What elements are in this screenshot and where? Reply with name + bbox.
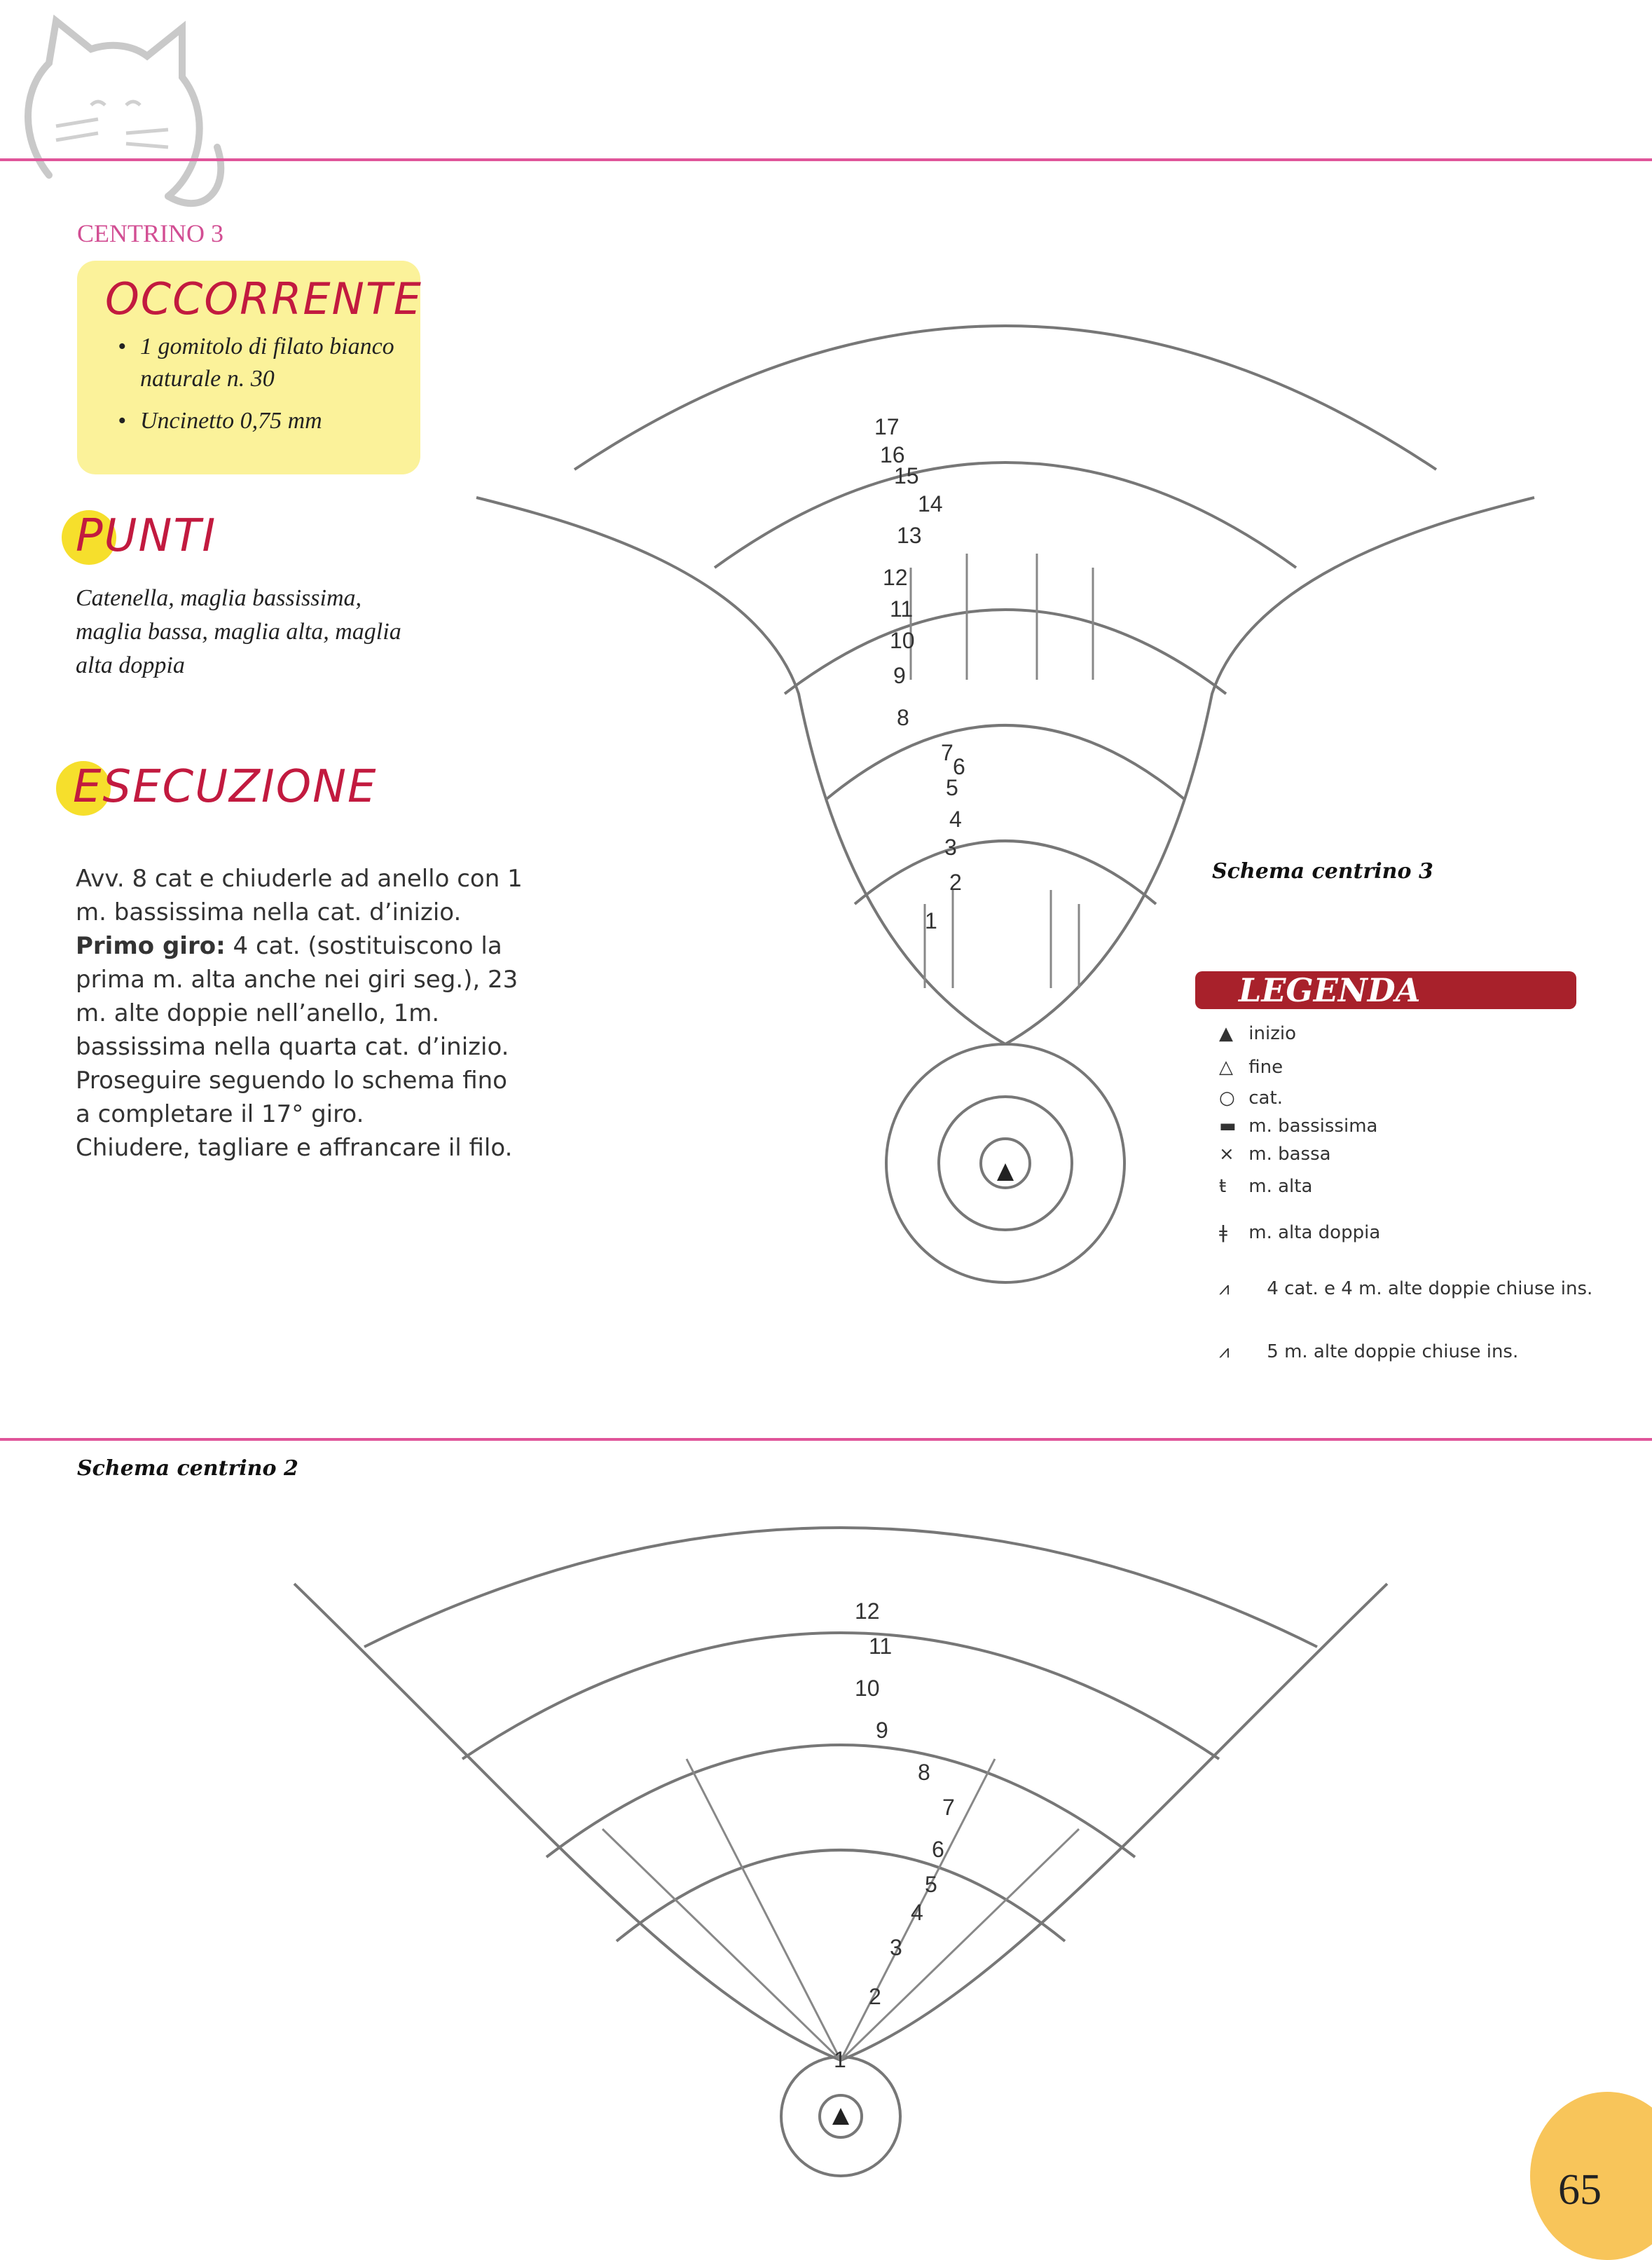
cluster-4-icon: ⩘ [1219,1278,1230,1299]
esecuzione-p3: Chiudere, tagliare e affrancare il filo. [76,1134,513,1162]
round-label: 8 [918,1760,930,1785]
double-crochet-icon: ŧ [1219,1176,1227,1197]
legend-list [1219,1018,1611,1382]
materials-box [77,261,420,474]
top-rule [0,158,1652,161]
legend-row [1219,1222,1380,1243]
round-label: 5 [925,1872,937,1897]
legend-label: m. bassa [1248,1144,1331,1165]
round-label: 7 [941,740,954,765]
round-label: 8 [897,705,909,730]
legend-label: m. bassissima [1248,1116,1378,1137]
round-label: 10 [855,1676,880,1701]
legend-row [1219,1176,1312,1197]
legend-label: 4 cat. e 4 m. alte doppie chiuse ins. [1267,1278,1593,1299]
legend-row [1219,1088,1283,1109]
punti-text: Catenella, maglia bassissima, maglia bassa, maglia alta, maglia alta doppia [76,585,401,678]
schema-3-caption: Schema centrino 3 [1212,859,1433,884]
round-label: 6 [953,754,965,779]
page-number: 65 [1558,2166,1602,2214]
round-label: 15 [894,463,919,488]
punti-title: PUNTI [76,510,217,562]
legend-label: cat. [1248,1088,1283,1109]
round-label: 16 [880,442,905,467]
end-arrow-icon: △ [1219,1057,1233,1078]
section-label: CENTRINO 3 [77,219,223,247]
round-label: 17 [874,414,900,439]
round-label: 12 [883,565,908,590]
legend-label: 5 m. alte doppie chiuse ins. [1267,1341,1519,1362]
round-label: 3 [944,835,957,860]
cat-logo-watermark [7,7,231,238]
round-label: 2 [869,1984,881,2009]
round-label: 9 [893,663,906,688]
legend-label: fine [1248,1057,1283,1078]
doily-2-diagram [252,1465,1457,2235]
materials-title: OCCORRENTE [105,273,422,324]
round-label: 6 [932,1837,944,1862]
legend-row [1219,1116,1377,1137]
materials-item: • 1 gomitolo di filato bianco naturale n. 30 [115,331,409,395]
legend-title: LEGENDA [1195,971,1576,1009]
legend-label: m. alta [1248,1176,1313,1197]
materials-item: • Uncinetto 0,75 mm [115,405,409,437]
schema-2-caption: Schema centrino 2 [77,1456,298,1481]
round-label: 5 [946,775,958,800]
start-arrow-icon: ▲ [1219,1023,1233,1044]
legend-label: m. alta doppia [1248,1222,1381,1243]
start-arrow-icon [997,1163,1014,1181]
esecuzione-title: ESECUZIONE [73,761,378,813]
round-label: 11 [869,1634,893,1659]
chain-oval-icon: ○ [1219,1088,1235,1109]
round-label: 10 [890,628,915,653]
round-label: 3 [890,1935,902,1960]
legend-row [1219,1023,1296,1044]
round-label: 12 [855,1598,880,1624]
primo-giro-text: 4 cat. (sostituiscono la prima m. alta anche nei giri seg.), 23 m. alte doppie nell’anello, 1m. bassissima nella quarta cat. d’inizio. Proseguire seguendo lo schema fino a completare il 17° giro. [76,932,518,1128]
slip-stitch-icon: ▬ [1219,1116,1237,1137]
round-label: 11 [890,596,914,622]
round-label: 2 [949,870,962,895]
round-label: 4 [949,807,962,832]
single-crochet-icon: × [1219,1144,1234,1165]
cluster-5-icon: ⩘ [1219,1341,1230,1362]
materials-list [115,331,409,437]
middle-rule [0,1438,1652,1441]
round-label: 7 [942,1795,955,1820]
round-label: 9 [876,1718,888,1743]
round-label: 4 [911,1900,923,1925]
round-label: 1 [834,2047,846,2072]
legend-row [1219,1341,1518,1363]
round-label: 14 [918,491,943,516]
legend-row [1219,1144,1331,1165]
start-arrow-icon [832,2108,849,2125]
esecuzione-p1: Avv. 8 cat e chiuderle ad anello con 1 m. bassissima nella cat. d’inizio. [76,865,523,926]
round-label: 13 [897,523,922,548]
treble-crochet-icon: ǂ [1219,1222,1227,1243]
legend-label: inizio [1248,1023,1296,1044]
legend-row [1219,1278,1592,1300]
legend-row [1219,1057,1283,1078]
primo-giro-label: Primo giro: [76,932,226,960]
round-label: 1 [925,908,937,933]
